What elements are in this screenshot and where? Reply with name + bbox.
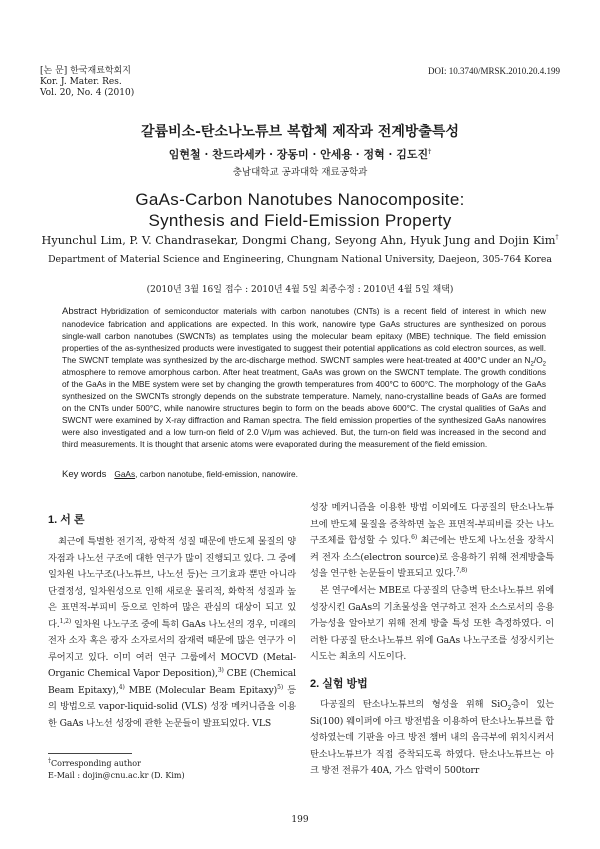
doi: DOI: 10.3740/MRSK.2010.20.4.199 [427,66,560,76]
received-dates: (2010년 3월 16일 접수 : 2010년 4월 5일 최종수정 : 2010년 4월 5일 채택) [146,285,454,295]
abstract-sub-2: 2 [542,361,546,368]
corresponding-mark: † [428,148,432,156]
keywords-rest: , carbon nanotube, field-emission, nanowire. [135,469,298,479]
abstract-sub-1: 2 [530,361,534,368]
title-english-line2: Synthesis and Field-Emission Property [148,211,452,230]
intro-paragraph-left [48,534,296,732]
intro-text-3: CBE (Chemical Beam Epitaxy), [48,668,297,696]
abstract-text-1: Hybridization of semiconductor materials with carbon nanotubes (CNTs) is a recent field of interest in which new nanodevice fabrication and applications are expected. In this work, nanowire type GaAs structures are synthesized on porous single-wall carbon nanotubes (SWCNTs) as templates using the molecular beam epitaxy (MBE) technique. The field emission properties of the as-synthesized products were investigated to suggest their potential applications as cold electron sources, as well. The SWCNT template was synthesized by the arc-discharge method. SWCNT samples were heat-treated at 400°C under an N [62,306,546,365]
page-number: 199 [291,815,309,825]
section-2-title: 2. 실험 방법 [310,678,368,690]
journal-volume: Vol. 20, No. 4 (2010) [40,88,135,98]
corresponding-mark-en: † [555,234,559,242]
authors-korean [0,146,600,162]
intro-text-4: MBE (Molecular Beam Epitaxy) [124,684,278,696]
abstract [62,305,546,450]
methods-text-1: 다공질의 탄소나노튜브의 형성을 위해 SiO [320,699,508,710]
authors-english [0,234,600,247]
affiliation-korean: 충남대학교 공과대학 재료공학과 [232,167,368,178]
section-1-title: 1. 서 론 [48,514,85,526]
intro-text-2: 일차원 나노구조 중에 특히 GaAs 나노선의 경우, 미래의 전자 소자 혹은 광자 소자로서의 잠재력 때문에 많은 연구가 이루어지고 있다. 이미 여러 연구 그룹에서 MOCVD (Metal-Organic Chemical Vapor Deposition), [48,618,296,679]
title-korean: 갈륨비소-탄소나노튜브 복합체 제작과 전계방출특성 [141,124,459,140]
keyword-gaas: GaAs [114,469,136,479]
ref-4: 4) [118,683,125,691]
title-english-line1: GaAs-Carbon Nanotubes Nanocomposite: [135,190,465,209]
intro-paragraph-right [310,500,554,583]
authors-korean-names: 임현철 · 찬드라세카 · 장동미 · 안세용 · 정혁 · 김도진 [168,148,429,161]
ref-3: 3) [217,666,224,674]
journal-abbreviation: Kor. J. Mater. Res. [40,77,122,87]
intro-text-5: 등의 방법으로 vapor-liquid-solid (VLS) 성장 메커니즘을 이용한 GaAs 나노선 성장에 관한 논문들이 발표되었다. VLS [48,684,296,729]
footnote-mark: † [48,757,51,765]
intro-text-1: 최근에 특별한 전기적, 광학적 성질 때문에 반도체 물질의 양자점과 나노선 구조에 대한 연구가 많이 진행되고 있다. 그 중에 일차원 나노구조(나노튜브, 나노선 등)는 크기효과 뿐만 아니라 단결정성, 일차원성으로 인해 새로운 물리적, 화학적 성질과 높은 표면적-부피비 등으로 인하여 많은 관심의 대상이 되고 있다. [48,536,296,630]
ref-6: 6) [411,533,418,541]
intro-paragraph-right-2: 본 연구에서는 MBE로 다공질의 단층벽 탄소나노튜브 위에 성장시킨 GaAs의 기초물성을 연구하고 전자 소스로서의 응용가능성을 알아보기 위해 전계 방출 특성 또한 측정하였다. 이러한 다공질 탄소나노튜브 위에 GaAs 나노구조를 성장시키는 시도는 최초의 시도이다. [310,585,554,662]
footnote-email: E-Mail : dojin@cnu.ac.kr (D. Kim) [48,771,185,780]
authors-english-names: Hyunchul Lim, P. V. Chandrasekar, Dongmi Chang, Seyong Ahn, Hyuk Jung and Dojin Kim [41,234,556,247]
affiliation-english: Department of Material Science and Engineering, Chungnam National University, Daejeon, 305-764 Korea [48,254,552,265]
methods-text-2: 층이 있는 Si(100) 웨이퍼에 아크 방전법을 이용하여 탄소나노튜브를 합성하였는데 기판을 아크 방전 챔버 내의 음극부에 위치시켜서 탄소나노튜브가 직접 증착되도록 하였다. 탄소나노튜브는 아크 방전 전류가 40A, 가스 압력이 500torr [310,699,554,776]
ref-7-8: 7,8) [455,566,468,574]
keywords-label: Key words [62,469,107,480]
ref-5: 5) [277,683,284,691]
ref-1-2: 1,2) [59,617,72,625]
keywords [62,469,546,480]
intro-right-text-1: 성장 메커니즘을 이용한 방법 이외에도 다공질의 탄소나노튜브에 반도체 물질을 증착하면 높은 표면적-부피비를 갖는 나노 구조체를 합성할 수 있다. [310,502,554,546]
methods-sub: 2 [507,704,512,712]
footnote-rule [48,753,132,754]
abstract-text-2: /O [533,355,543,365]
methods-paragraph [310,697,554,780]
journal-name-ko: [논 문] 한국재료학회지 [40,66,131,76]
intro-right-text-2: 최근에는 반도체 나노선을 장착시켜 전자 소스(electron source)로 응용하기 위해 전계방출특성을 연구한 논문들이 발표되고 있다. [310,535,554,579]
footnote-corresponding [48,758,141,770]
abstract-label: Abstract [62,306,97,317]
abstract-text-3: atmosphere to remove amorphous carbon. After heat treatment, GaAs was grown on the SWCNT template. The growth conditions of the GaAs in the MBE system were set by changing the growth temperatures from 400°C to 600°C. The morphology of the GaAs synthesized on the SWCNTs strongly depends on the substrate temperature. Namely, nano-crystalline beads of GaAs are formed on the CNTs under 500°C, while nanowire structures begin to form on the beads above 600°C. The crystal qualities of GaAs and SWCNT were examined by X-ray diffraction and Raman spectra. The field emission properties of the synthesized GaAs nanowires were also investigated and a low turn-on field of 2.0 V/μm was achieved. But, the turn-on field was increased in the second and third measurements. It is thought that arsenic atoms were evaporated during the measurement of the field emission. [62,367,546,449]
footnote-line1: Corresponding author [51,759,141,768]
